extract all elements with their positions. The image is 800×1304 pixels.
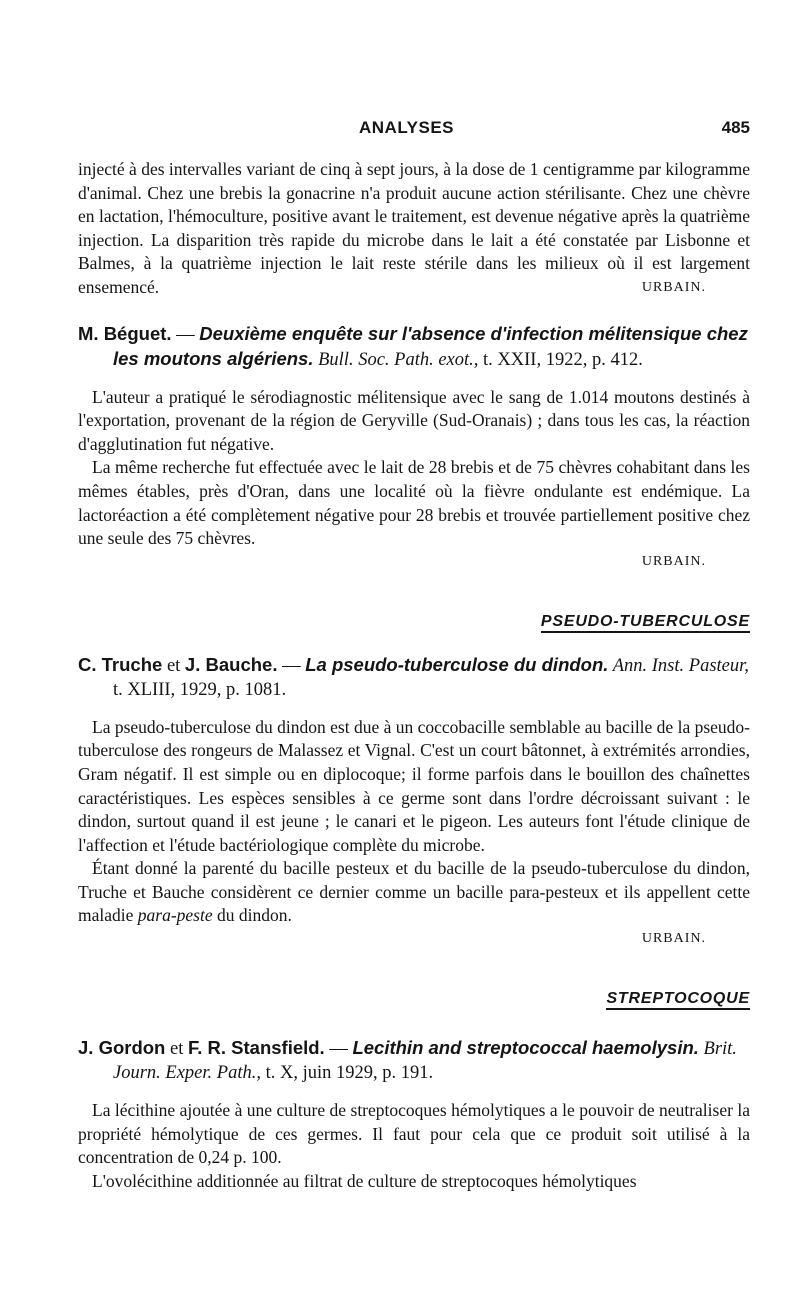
abstract-paragraph: La pseudo-tuberculose du dindon est due à un coccobacille semblable au bacille de la pseudo-tuberculose des rongeurs de Malassez et Vignal. C'est un court bâtonnet, à extrémités arrondies, Gram négatif. Il est simple ou en diplocoque; il forme parfois dans le bouillon des chaînettes caractéristiques. Les espèces sensibles à ce germe sont dans l'ordre décroissant suivant : le dindon, surtout quand il est jeune ; le canari et le pigeon. Les auteurs font l'étude clinique de l'affection et l'étude bactériologique complète du microbe. [78, 716, 750, 855]
author: F. R. Stansfield. [187, 1037, 325, 1059]
page-header [78, 118, 750, 158]
article-reference: J. Gordon et F. R. Stansfield. — Lecithin and streptococcal haemolysin. Brit. Journ. Exper. Path., t. X, juin 1929, p. 191. [78, 1037, 737, 1084]
abstract-paragraph: La lécithine ajoutée à une culture de streptocoques hémolytiques a le pouvoir de neutraliser la propriété hémolytique de ces germes. Il faut pour cela que ce produit soit utilisé à la concentration de 0,24 p. 100. [78, 1100, 750, 1168]
article-reference: M. Béguet. — Deuxième enquête sur l'absence d'infection mélitensique chez les moutons algériens. Bull. Soc. Path. exot., t. XXII, 1922, p. 412. [78, 322, 748, 370]
abstract-paragraph: L'ovolécithine additionnée au filtrat de culture de streptocoques hémolytiques [92, 1170, 637, 1191]
signature: URBAIN. [641, 279, 706, 295]
signature: URBAIN. [641, 931, 706, 947]
page-number: 485 [721, 118, 750, 137]
article-title: Lecithin and streptococcal haemolysin. [352, 1037, 699, 1059]
section-heading: STREPTOCOQUE [78, 990, 750, 1008]
emphasis: para-peste [137, 905, 213, 926]
article-title: Deuxième enquête sur l'absence d'infection mélitensique chez les moutons algériens. [113, 322, 748, 369]
journal-name: Brit. Journ. Exper. Path., [113, 1039, 737, 1084]
abstract-paragraph: La même recherche fut effectuée avec le lait de 28 brebis et de 75 chèvres cohabitant dans les mêmes étables, près d'Oran, dans une localité où la fièvre ondulante est endémique. La lactoréaction a été complètement négative pour 28 brebis et trouvée partiellement positive chez une seule des 75 chèvres. [78, 457, 750, 549]
journal-name: Ann. Inst. Pasteur, [608, 655, 749, 676]
author: M. Béguet. [78, 322, 172, 344]
article-title: La pseudo-tuberculose du dindon. [305, 653, 609, 675]
journal-page [78, 118, 750, 1193]
section-heading: PSEUDO-TUBERCULOSE [78, 613, 750, 631]
continued-paragraph: injecté à des intervalles variant de cinq à sept jours, à la dose de 1 centigramme par kilogramme d'animal. Chez une brebis la gonacrine n'a produit aucune action stérilisante. Chez une chèvre en lactation, l'hémoculture, positive avant le traitement, est devenue négative après la quatrième injection. La disparition très rapide du microbe dans le lait a été constatée par Lisbonne et Balmes, à la quatrième injection le lait reste stérile dans les milieux où il est largement ensemencé. URBAIN. [78, 158, 750, 300]
running-title: ANALYSES [359, 118, 455, 137]
signature: URBAIN. [641, 553, 706, 569]
author: J. Bauche. [184, 653, 278, 675]
citation-details: t. XLIII, 1929, p. 1081. [113, 679, 287, 700]
journal-name: Bull. Soc. Path. exot., [313, 349, 479, 370]
article-reference: C. Truche et J. Bauche. — La pseudo-tuberculose du dindon. Ann. Inst. Pasteur, t. XLIII, 1929, p. 1081. [78, 653, 749, 700]
author: J. Gordon [78, 1037, 166, 1059]
author: C. Truche [78, 653, 163, 675]
abstract-paragraph: Étant donné la parenté du bacille pesteux et du bacille de la pseudo-tuberculose du dindon, Truche et Bauche considèrent ce dernier comme un bacille para-pesteux et ils appellent cette maladie para-peste du dindon. [78, 858, 750, 926]
abstract-paragraph: L'auteur a pratiqué le sérodiagnostic mélitensique avec le sang de 1.014 moutons destinés à l'exportation, provenant de la région de Geryville (Sud-Oranais) ; dans tous les cas, la réaction d'agglutination fut négative. [78, 386, 750, 454]
citation-details: t. X, juin 1929, p. 191. [260, 1063, 434, 1084]
citation-details: t. XXII, 1922, p. 412. [478, 349, 643, 370]
